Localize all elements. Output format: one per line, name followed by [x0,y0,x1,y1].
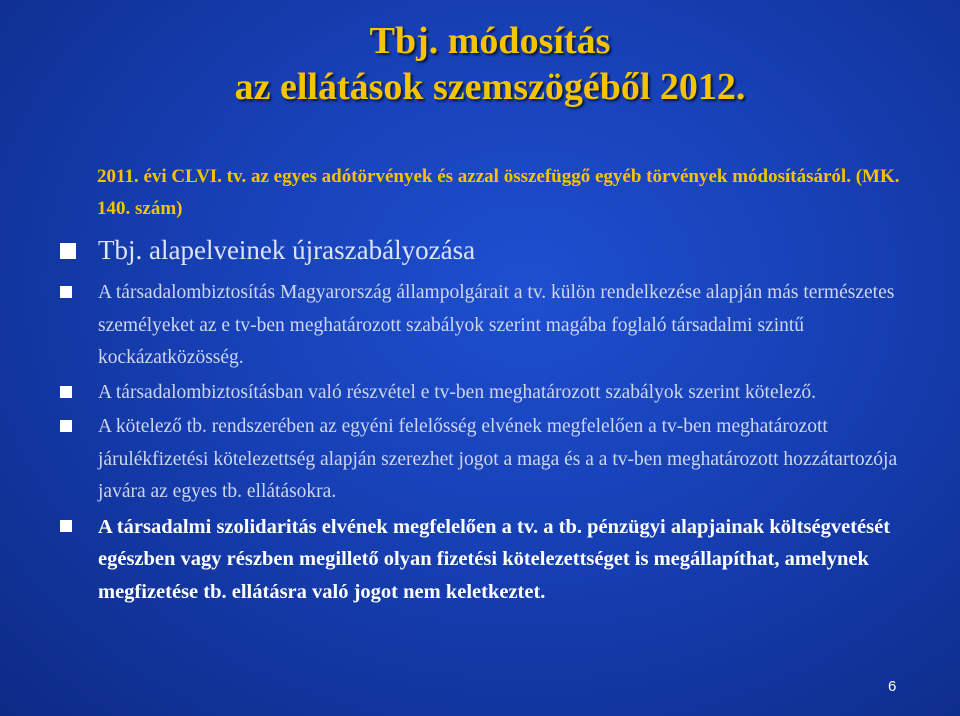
title-line-1: Tbj. módosítás [369,20,611,62]
bullet-text: A társadalombiztosításban való részvétel e tv-ben meghatározott szabályok szerint kötelező. [98,381,816,403]
page-number: 6 [888,678,897,695]
bullet-item [60,511,910,609]
square-bullet-icon [60,520,72,532]
slide-subtitle: 2011. évi CLVI. tv. az egyes adótörvények és azzal összefüggő egyéb törvények módosításáról. (MK. 140. szám) [97,166,900,219]
square-bullet-icon [60,243,76,259]
slide-title [0,18,960,110]
bullet-item [60,411,910,509]
bullet-text: A kötelező tb. rendszerében az egyéni felelősség elvének megfelelően a tv-ben meghatározott járulékfizetési kötelezettség alapján szerezhet jogot a maga és a a tv-ben meghatározott hozzátartozója javára az egyes tb. ellátásokra. [98,416,898,502]
square-bullet-icon [60,386,72,398]
bullet-text: Tbj. alapelveinek újraszabályozása [98,235,476,265]
bullet-item [60,377,910,410]
square-bullet-icon [60,420,72,432]
bullet-text: A társadalmi szolidaritás elvének megfelelően a tv. a tb. pénzügyi alapjainak költségvetését egészben vagy részben megillető olyan fizetési kötelezettséget is megállapíthat, amelynek megfizetése tb. ellátásra való jogot nem keletkeztet. [98,515,891,603]
title-line-2: az ellátások szemszögéből 2012. [234,66,746,108]
bullet-text: A társadalombiztosítás Magyarország állampolgárait a tv. külön rendelkezése alapján más természetes személyeket az e tv-ben meghatározott szabályok szerint magába foglaló társadalmi szintű kockázatközösség. [98,282,895,368]
square-bullet-icon [60,286,72,298]
bullet-item [60,277,910,375]
bullet-list [60,232,910,608]
bullet-item [60,232,910,268]
